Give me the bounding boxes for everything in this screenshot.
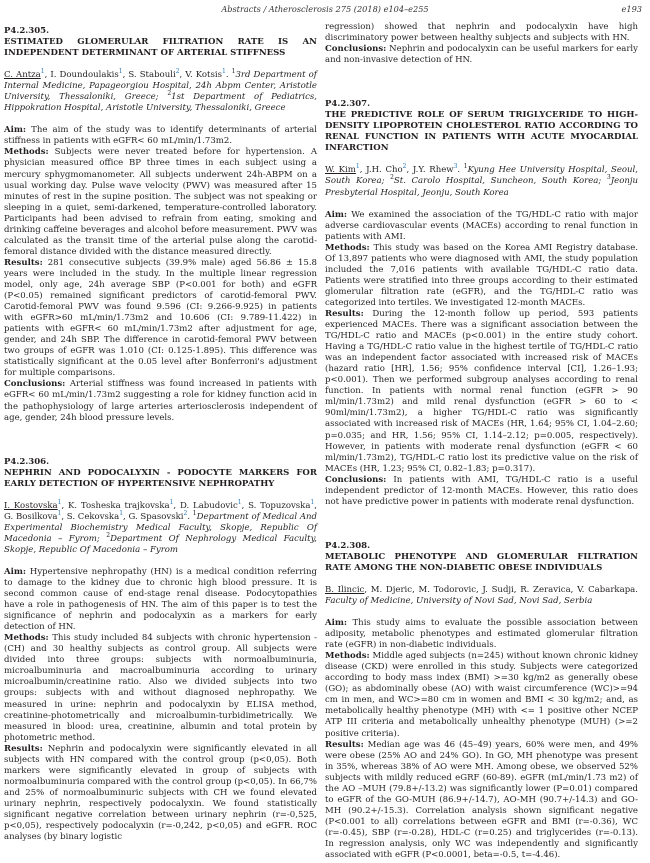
author-presenter: B. Ilincic bbox=[325, 584, 365, 595]
author-sup[interactable]: 1 bbox=[118, 68, 123, 76]
aim-text: Hypertensive nephropathy (HN) is a medical condition referring to damage to the kidney due to chronic high blood pressure. It is second common cause of end-stage renal disease. Podocytopathies have a role in pathogenesis of HN. The aim of this paper is to test the significance of nephrin and podocalyxin as a markers for early detection of HN. bbox=[4, 566, 318, 633]
results-label: Results: bbox=[4, 257, 43, 268]
abstract-id: P4.2.306. bbox=[4, 456, 50, 467]
methods-text: Subjects were never treated before for hypertension. A physician measured office BP three times in each subject using a mercury sphygmomanometer. All subjects underwent 24h-ABPM on a usual working day. Pulse wave velocity (PWV) was measured after 15 minutes of rest in the supine position. The subject was not speaking or sleeping in a quiet, semi-darkened, temperature-controlled laboratory. Participants had been advised to refrain from eating, smoking and drinking caffeine beverages and alcohol before measurement. PWV was calculated as the transit time of the arterial pulse along the carotid-femoral distance divided with the distance measured directly. bbox=[4, 147, 317, 257]
abstract-p4-2-306-continued bbox=[325, 22, 638, 66]
affiliation: 1st Department of Pediatrics, Hippokration Hospital, Aristotle University, Thessaloniki, Greece bbox=[4, 92, 317, 114]
aim-label: Aim: bbox=[4, 125, 27, 136]
affiliation-sup: 2 bbox=[390, 174, 394, 182]
results-section bbox=[4, 744, 317, 843]
author-list: W. Kim$^1$, J.H. Cho$^2$, J.Y. Rhew$^3$. $^1$Kyung Hee University Hospital, Seoul, South Korea; $^2$St. Carolo Hospital, Suncheon, South Korea; $^3$Jeonju Presbyterial Hospital, Jeonju, South Korea bbox=[325, 163, 639, 198]
conclusions-label: Conclusions: bbox=[325, 474, 387, 485]
author-presenter: I. Kostovska bbox=[4, 500, 58, 511]
methods-text: This study included 84 subjects with chronic hypertension -(CH) and 30 healthy subjects as control group. All subjects were divided into three groups: subjects with normoalbuminuria, microalbuminuria and macroalbuminuria according to urinary microalbumin/creatinine ratio. Also we divided subjects into two groups: subjects with and without diagnosed nephropathy. We measured in urine: nephrin and podocalyxin by ELISA method, creatinine-photometrically and microalbumin-turbidimetrically. We measured in blood: urea, creatinine, albumin and total protein by photometric method. bbox=[4, 633, 318, 743]
abstract-title: THE PREDICTIVE ROLE OF SERUM TRIGLYCERIDE TO HIGH-DENSITY LIPOPROTEIN CHOLESTEROL RATIO ACCORDING TO RENAL FUNCTION IN PATIENTS WITH ACUTE MYOCARDIAL INFARCTION bbox=[325, 110, 638, 154]
aim-label: Aim: bbox=[325, 618, 348, 629]
author-presenter: W. Kim bbox=[325, 165, 356, 176]
author-sup[interactable]: 2 bbox=[402, 163, 407, 171]
affiliation-sup: 1 bbox=[231, 68, 236, 76]
abstract-id: P4.2.308. bbox=[325, 540, 371, 551]
methods-text: Middle aged subjects (n=245) without known chronic kidney disease (CKD) were enrolled in this study. Subjects were categorized according to body mass index (BMI) >=30 kg/m2 as generally obese (GO); as abdominally obese (AO) with waist circumference (WC)>=94 cm in men, and WC>=80 cm in women and BMI < 30 kg/m2; and, as metabolically healthy phenotype (MH) with <= 1 positive other NCEP ATP III criteria and metabolically unhealthy phenotype (MUH) (>=2 positive criteria). bbox=[325, 651, 639, 739]
abstract-p4-2-307 bbox=[325, 99, 638, 508]
aim-section bbox=[4, 125, 317, 147]
author-sup[interactable]: 1 bbox=[40, 68, 45, 76]
author: D. Labudovic bbox=[179, 500, 238, 511]
aim-label: Aim: bbox=[325, 209, 348, 220]
abstract-title: NEPHRIN AND PODOCALYXIN - PODOCYTE MARKERS FOR EARLY DETECTION OF HYPERTENSIVE NEPHROPATHY bbox=[4, 467, 317, 489]
methods-label: Methods: bbox=[4, 147, 49, 158]
methods-label: Methods: bbox=[4, 633, 49, 644]
author-sup[interactable]: 1 bbox=[222, 68, 226, 76]
author-sup[interactable]: 2 bbox=[175, 68, 180, 76]
affiliation: Faculty of Medicine, University of Novi Sad, Novi Sad, Serbia bbox=[325, 596, 593, 607]
author-sup[interactable]: 1 bbox=[310, 498, 315, 506]
author: K. Tosheska trajkovska bbox=[68, 500, 170, 511]
conclusions-section bbox=[325, 44, 638, 66]
author-list: B. Ilincic, M. Djeric, M. Todorovic, J. Sudji, R. Zeravica, V. Cabarkapa. Faculty of Medicine, University of Novi Sad, Novi Sad, Serbia bbox=[325, 584, 638, 607]
section-gap bbox=[325, 66, 638, 99]
abstract-title: METABOLIC PHENOTYPE AND GLOMERULAR FILTRATION RATE AMONG THE NON-DIABETIC OBESE INDIVIDUALS bbox=[325, 551, 638, 573]
author-list: I. Kostovska$^1$, K. Tosheska trajkovska$^1$, D. Labudovic$^1$, S. Topuzovska$^1$, G. Bosilkova$^1$, S. Cekovska$^1$, G. Spasovski$^2$. $^1$Department of Medical And Experimental Biochemistry Medical Faculty, Skopje, Republic Of Macedonia – Fyrom; $^2$Department Of Nephrology Medical Faculty, Skopje, Republic Of Macedonia – Fyrom bbox=[4, 498, 318, 555]
journal-citation: Abstracts / Atherosclerosis 275 (2018) e104–e255 bbox=[221, 4, 429, 14]
abstract-p4-2-308 bbox=[325, 541, 638, 861]
results-text: 281 consecutive subjects (39.9% male) aged 56.86 ± 15.8 years were included in the study. In the multiple linear regression model, only age, 24h average SBP (P<0.001 for both) and eGFR (P<0.05) remained significant predictors of carotid-femoral PWV. Carotid-femoral PWV was found 9.596 (CI: 9.266-9.925) in patients with eGFR>60 mL/min/1.73m2 and 10.606 (CI: 9.789-11.422) in patients with eGFR< 60 mL/min/1.73m2 after adjustment for age, gender, and 24h SBP. The difference in carotid-femoral PWV between two groups of eGFR was 1.010 (CI: 0.125-1.895). This difference was statistically significant at the 0.05 level after Bonferroni's adjustment for multiple comparisons. bbox=[4, 257, 317, 379]
results-label: Results: bbox=[4, 743, 43, 754]
author: J.Y. Rhew bbox=[412, 165, 454, 176]
author: S. Stabouli bbox=[128, 70, 176, 81]
results-section bbox=[325, 309, 638, 475]
left-column bbox=[4, 26, 317, 843]
methods-section bbox=[325, 243, 638, 309]
methods-section bbox=[4, 147, 317, 257]
affiliation-sup: 1 bbox=[463, 163, 468, 171]
aim-label: Aim: bbox=[4, 566, 27, 577]
author-sup[interactable]: 2 bbox=[183, 509, 188, 517]
abstract-p4-2-306 bbox=[4, 457, 317, 844]
results-text: During the 12-month follow up period, 593 patients experienced MACEs. There was a significant association between the TG/HDL-C ratio and MACEs (p<0.001) in the entire study cohort. Having a TG/HDL-C ratio value in the highest tertile of TG/HDL-C ratio was an independent factor associated with increased risk of MACEs (hazard ratio [HR], 1.56; 95% confidence interval [CI], 1.26–1.93; p<0.001). Then we performed subgroup analyses according to renal function. In patients with normal renal function (eGFR > 90 ml/min/1.73m2) and mild renal dysfunction (eGFR > 60 to < 90ml/min/1.73m2), a higher TG/HDL-C ratio was significantly associated with increased risk of MACEs (HR, 1.64; 95% CI, 1.04–2.60; p=0.035; and HR, 1.56; 95% CI, 1.14–2.12; p=0.005, respectively). However, in patients with moderate renal dysfunction (eGFR < 60 ml/min/1.73m2), TG/HDL-C ratio lost its predictive value on the risk of MACEs (HR, 1.23; 95% CI, 0.82–1.83; p=0.317). bbox=[325, 308, 639, 474]
author-sup[interactable]: 1 bbox=[169, 498, 174, 506]
affiliation-sup: 1 bbox=[192, 509, 197, 517]
affiliation: Kyung Hee University Hospital, Seoul, South Korea; bbox=[325, 165, 638, 187]
conclusions-text: In patients with AMI, TG/HDL-C ratio is a useful independent predictor of 12-month MACEs. However, this ratio does not have predictive power in patients with moderate renal dysfunction. bbox=[325, 474, 638, 507]
results-text: Nephrin and podocalyxin were significantly elevated in all subjects with HN compared with the control group (p<0,05). Both markers were significantly elevated in group of subjects with normoalbuminuria compared with the control group (p<0,05). In 66,7% and 25% of normoalbuminuric subjects with CH we found elevated urinary nephrin, respectively podocalyxin. We found statistically significant negative correlation between urinary nephrin (r=-0,525, p<0,05), respectively podocalyxin (r=-0,242, p<0,05) and eGFR. ROC analyses (by binary logistic bbox=[4, 743, 318, 843]
author: G. Spasovski bbox=[128, 511, 184, 522]
author-sup[interactable]: 1 bbox=[237, 498, 242, 506]
results-section bbox=[4, 258, 317, 380]
running-header bbox=[0, 4, 650, 18]
conclusions-label: Conclusions: bbox=[4, 379, 66, 390]
results-continued: regression) showed that nephrin and podocalyxin have high discriminatory power between healthy subjects and subjects with HN. bbox=[325, 22, 638, 44]
author: G. Bosilkova bbox=[4, 511, 58, 522]
affiliation-sup: 3 bbox=[606, 174, 611, 182]
methods-label: Methods: bbox=[325, 242, 370, 253]
abstract-p4-2-305 bbox=[4, 26, 317, 424]
aim-text: This study aims to evaluate the possible association between adiposity, metabolic phenotypes and estimated glomerular filtration rate (eGFR) in non-diabetic individuals. bbox=[325, 618, 639, 651]
section-gap bbox=[325, 508, 638, 541]
conclusions-text: Nephrin and podocalyxin can be useful markers for early and non-invasive detection of HN. bbox=[325, 44, 638, 66]
affiliation: St. Carolo Hospital, Suncheon, South Korea; bbox=[393, 176, 602, 187]
author: S. Cekovska bbox=[66, 511, 120, 522]
affiliation-sup: 2 bbox=[106, 532, 111, 540]
conclusions-label: Conclusions: bbox=[325, 44, 387, 55]
author-names: M. Djeric, M. Todorovic, J. Sudji, R. Zeravica, V. Cabarkapa. bbox=[370, 584, 638, 595]
affiliation-sup: 2 bbox=[167, 90, 172, 98]
author: I. Doundoulakis bbox=[50, 70, 119, 81]
author-list: C. Antza$^1$, I. Doundoulakis$^1$, S. Stabouli$^2$, V. Kotsis$^1$. $^1$3rd Department of Internal Medicine, Papageorgiou Hospital, 24h Abpm Center, Aristotle University, Thessaloniki, Greece; $^2$1st Department of Pediatrics, Hippokration Hospital, Aristotle University, Thessaloniki, Greece bbox=[4, 68, 317, 114]
author: V. Kotsis bbox=[185, 70, 222, 81]
conclusions-section bbox=[4, 379, 317, 423]
author-sup[interactable]: 1 bbox=[57, 509, 62, 517]
methods-label: Methods: bbox=[325, 651, 370, 662]
affiliation: 3rd Department of Internal Medicine, Papageorgiou Hospital, 24h Abpm Center, Aristotle University, Thessaloniki, Greece; bbox=[4, 70, 317, 103]
abstract-title: ESTIMATED GLOMERULAR FILTRATION RATE IS AN INDEPENDENT DETERMINANT OF ARTERIAL STIFFNESS bbox=[4, 37, 317, 59]
aim-section bbox=[4, 567, 317, 633]
right-column bbox=[325, 22, 638, 861]
results-label: Results: bbox=[325, 739, 364, 750]
page-number: e193 bbox=[621, 4, 642, 14]
affiliation: Jeonju Presbyterial Hospital, Jeonju, South Korea bbox=[325, 176, 639, 198]
aim-text: The aim of the study was to identify determinants of arterial stiffness in patients with eGFR< 60 mL/min/1.73m2. bbox=[4, 125, 317, 147]
author-presenter: C. Antza bbox=[4, 70, 41, 81]
aim-text: We examined the association of the TG/HDL-C ratio with major adverse cardiovascular events (MACEs) according to renal function in patients with AMI. bbox=[325, 209, 639, 242]
conclusions-section bbox=[325, 475, 638, 508]
aim-section bbox=[325, 210, 638, 243]
results-section bbox=[325, 740, 638, 862]
abstract-id: P4.2.305. bbox=[4, 26, 50, 36]
results-label: Results: bbox=[325, 308, 364, 319]
aim-section bbox=[325, 618, 638, 651]
methods-text: This study was based on the Korea AMI Registry database. Of 13,897 patients who were diagnosed with AMI, the study population included the 7,016 patients with available TG/HDL-C ratio data. Patients were stratified into three groups according to their estimated glomerular filtration rate (eGFR), and the TG/HDL-C ratio was categorized into tertiles. We investigated 12-month MACEs. bbox=[325, 242, 638, 308]
author-sup[interactable]: 1 bbox=[355, 163, 360, 171]
affiliation: Department Of Nephrology Medical Faculty, Skopje, Republic Of Macedonia – Fyrom bbox=[4, 533, 318, 555]
methods-section bbox=[4, 633, 317, 743]
conclusions-text: Arterial stiffness was found increased in patients with eGFR< 60 mL/min/1.73m2 suggesting a role for kidney function acid in the pathophysiology of large arteries arteriosclerosis independent of age, gender, 24h blood pressure levels. bbox=[4, 379, 317, 423]
author-sup[interactable]: 1 bbox=[57, 498, 62, 506]
author-sup[interactable]: 3 bbox=[453, 163, 458, 171]
author: J.H. Cho bbox=[366, 165, 403, 176]
author: S. Topuzovska bbox=[248, 500, 311, 511]
affiliation: Department of Medical And Experimental Biochemistry Medical Faculty, Skopje, Republic Of Macedonia – Fyrom; bbox=[4, 511, 317, 544]
author-sup[interactable]: 1 bbox=[119, 509, 124, 517]
section-gap bbox=[4, 424, 317, 457]
methods-section bbox=[325, 651, 638, 739]
abstract-id: P4.2.307. bbox=[325, 99, 371, 110]
results-text: Median age was 46 (45–49) years, 60% were men, and 49% were obese (25% AO and 24% GO). In GO, MH phenotype was present in 35%, whereas 38% of AO were MH. Among obese, we observed 52% subjects with mildly reduced eGRF (60-89). eGFR (mL/min/1.73 m2) of the AO –MUH (79.8+/-13.2) was significantly lower (P=0.01) compared to eGFR of the GO-MUH (86.9+/-14.7), AO-MH (90.7+/-14.3) and GO-MH (90.2+/-15.3). Correlation analysis shown significant negative (P<0.001 to all) correlations between eGFR and BMI (r=-0.36), WC (r=-0.45), SBP (r=-0.28), HDL-C (r=0.25) and triglycerides (r=-0.13). In regression analysis, only WC was independently and significantly associated with eGFR (P<0.0001, beta=-0.5, t=-4.46). bbox=[325, 739, 638, 861]
